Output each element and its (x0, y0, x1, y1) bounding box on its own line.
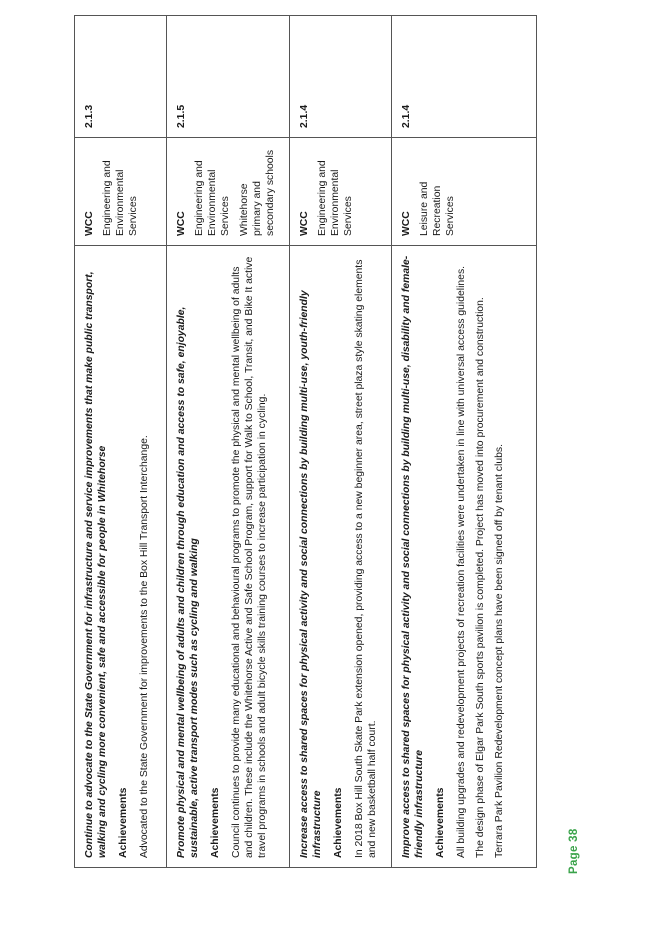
goal-text: Increase access to shared spaces for physical activity and social connections by building multi-use, youth-friendly infrastructure (299, 290, 323, 858)
responsibility-cell (392, 138, 537, 246)
reference-cell (290, 16, 392, 138)
achievement-text: Terrara Park Pavilion Redevelopment concept plans have been signed off by tenant clubs. (494, 444, 505, 858)
department-text: Leisure and Recreation Services (419, 181, 456, 236)
reference-number: 2.1.5 (176, 104, 187, 128)
achievements-label: Achievements (118, 787, 129, 858)
reference-cell (167, 16, 290, 138)
reference-number: 2.1.4 (299, 104, 310, 128)
achievements-label: Achievements (435, 787, 446, 858)
goal-text: Promote physical and mental wellbeing of adults and children through education and access to safe, enjoyable, sustainable, active transport modes such as cycling and walking (176, 306, 200, 858)
department-text: Engineering and Environmental Services (194, 160, 231, 236)
achievements-label: Achievements (210, 787, 221, 858)
achievement-text: In 2018 Box Hill South Skate Park extension opened, providing access to a new beginner area, street plaza style skating elements and new basketball half court. (354, 259, 378, 858)
reference-cell (392, 16, 537, 138)
organisation-label: WCC (299, 211, 310, 236)
achievement-text: Advocated to the State Government for improvements to the Box Hill Transport Interchange. (139, 435, 150, 858)
responsibility-cell (167, 138, 290, 246)
reference-number: 2.1.3 (84, 104, 95, 128)
description-cell (75, 246, 167, 868)
achievement-text: Council continues to provide many educational and behavioural programs to promote the physical and mental wellbeing of adults and children. These include the Whitehorse Active and Safe School Program, support for Walk to School, Transit, and Bike It active travel programs in schools and adult bicycle skills training courses to increase participation in cycling. (231, 256, 268, 858)
goal-text: Improve access to shared spaces for physical activity and social connections by building multi-use, disability and female-friendly infrastructure (401, 255, 425, 858)
table-row (167, 16, 290, 868)
achievement-text: All building upgrades and redevelopment projects of recreation facilities were undertaken in line with universal access guidelines. (456, 265, 467, 858)
achievement-text: The design phase of Elgar Park South sports pavilion is completed. Project has moved into procurement and construction. (475, 297, 486, 858)
description-cell (392, 246, 537, 868)
action-plan-table (74, 15, 537, 868)
goal-text: Continue to advocate to the State Government for infrastructure and service improvements that make public transport, walking and cycling more convenient, safe and accessible for people in Whitehorse (84, 271, 108, 858)
organisation-label: WCC (84, 211, 95, 236)
organisation-label: WCC (176, 211, 187, 236)
description-cell (290, 246, 392, 868)
department-text: Engineering and Environmental Services (102, 160, 139, 236)
table-row (392, 16, 537, 868)
achievements-label: Achievements (333, 787, 344, 858)
table-row (75, 16, 167, 868)
reference-number: 2.1.4 (401, 104, 412, 128)
page-number: Page 38 (568, 828, 580, 874)
reference-cell (75, 16, 167, 138)
description-cell (167, 246, 290, 868)
department-text: Whitehorse primary and secondary schools (239, 149, 276, 236)
responsibility-cell (290, 138, 392, 246)
responsibility-cell (75, 138, 167, 246)
table-row (290, 16, 392, 868)
department-text: Engineering and Environmental Services (317, 160, 354, 236)
organisation-label: WCC (401, 211, 412, 236)
